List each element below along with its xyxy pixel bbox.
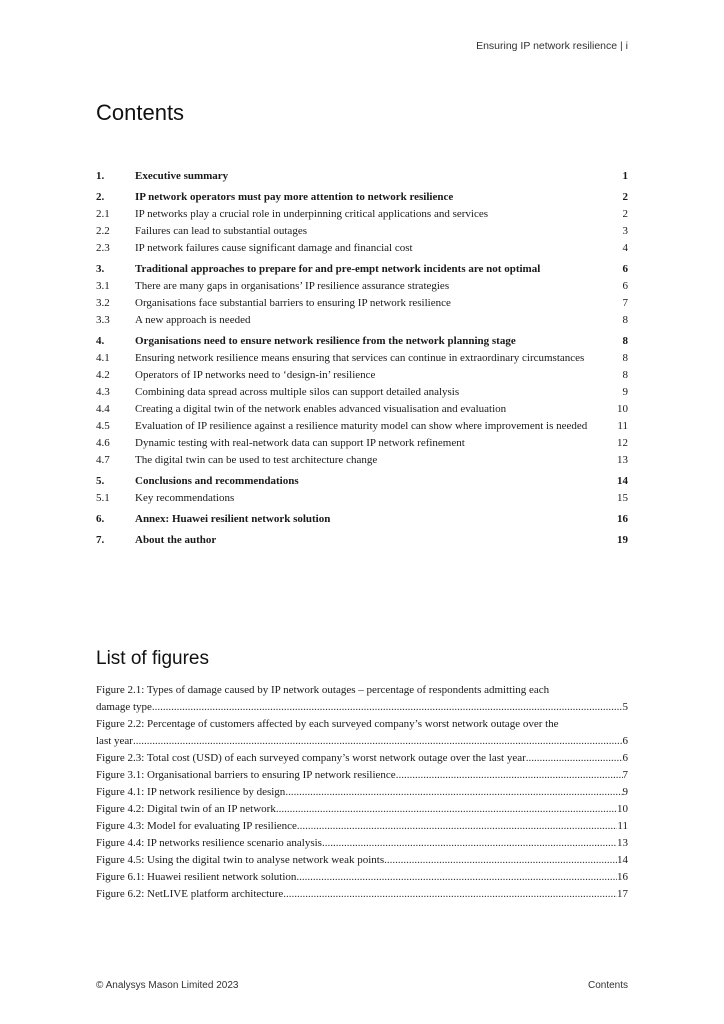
dot-leader xyxy=(526,750,623,767)
dot-leader xyxy=(152,699,623,716)
toc-subentry[interactable] xyxy=(96,384,628,401)
toc-number: 4.5 xyxy=(96,420,110,432)
dot-leader xyxy=(296,869,617,886)
toc-subentry[interactable] xyxy=(96,240,628,257)
toc-page-number: 16 xyxy=(617,513,628,525)
toc-page-number: 8 xyxy=(622,352,628,364)
toc-section xyxy=(96,333,628,469)
toc-entry[interactable] xyxy=(96,168,628,185)
list-of-figures xyxy=(96,682,628,903)
toc-entry[interactable] xyxy=(96,333,628,350)
toc-section xyxy=(96,532,628,549)
figure-page-number: 17 xyxy=(617,888,628,900)
toc-number: 4.4 xyxy=(96,403,110,415)
toc-subentry[interactable] xyxy=(96,367,628,384)
figure-page-number: 6 xyxy=(622,752,628,764)
toc-subentry[interactable] xyxy=(96,295,628,312)
toc-title: The digital twin can be used to test architecture change xyxy=(135,454,378,466)
toc-number: 3.3 xyxy=(96,314,110,326)
footer-copyright: © Analysys Mason Limited 2023 xyxy=(96,980,239,991)
toc-number: 1. xyxy=(96,170,105,182)
toc-title: Conclusions and recommendations xyxy=(135,475,299,487)
dot-leader xyxy=(283,886,617,903)
toc-number: 3.2 xyxy=(96,297,110,309)
toc-section xyxy=(96,168,628,185)
toc-title: Combining data spread across multiple silos can support detailed analysis xyxy=(135,386,460,398)
figure-entry[interactable] xyxy=(96,784,628,801)
figure-entry[interactable] xyxy=(96,801,628,818)
figure-title: Figure 6.1: Huawei resilient network solution xyxy=(96,871,297,883)
toc-subentry[interactable] xyxy=(96,452,628,469)
toc-title: Creating a digital twin of the network enables advanced visualisation and evaluation xyxy=(135,403,507,415)
figure-page-number: 14 xyxy=(617,854,628,866)
toc-page-number: 14 xyxy=(617,475,628,487)
toc-number: 4.3 xyxy=(96,386,110,398)
page-footer xyxy=(96,980,628,991)
dot-leader xyxy=(285,784,622,801)
running-header: Ensuring IP network resilience | i xyxy=(476,40,628,52)
contents-heading: Contents xyxy=(96,100,185,125)
figure-page-number: 13 xyxy=(617,837,628,849)
toc-number: 4.6 xyxy=(96,437,110,449)
dot-leader xyxy=(276,801,617,818)
list-of-figures-heading: List of figures xyxy=(96,648,209,669)
toc-title: Evaluation of IP resilience against a resilience maturity model can show where improvement is needed xyxy=(135,420,588,432)
toc-subentry[interactable] xyxy=(96,350,628,367)
toc-title: Operators of IP networks need to ‘design-in’ resilience xyxy=(135,369,376,381)
toc-page-number: 4 xyxy=(622,242,628,254)
toc-page-number: 13 xyxy=(617,454,628,466)
toc-title: IP networks play a crucial role in underpinning critical applications and services xyxy=(135,208,489,220)
toc-section xyxy=(96,261,628,329)
toc-title: Failures can lead to substantial outages xyxy=(135,225,307,237)
figure-page-number: 9 xyxy=(622,786,628,798)
figure-title: damage type xyxy=(96,701,152,713)
toc-entry[interactable] xyxy=(96,189,628,206)
figure-title: Figure 4.3: Model for evaluating IP resilience xyxy=(96,820,297,832)
toc-number: 2.3 xyxy=(96,242,110,254)
toc-title: Key recommendations xyxy=(135,492,235,504)
figure-page-number: 16 xyxy=(617,871,628,883)
dot-leader xyxy=(396,767,623,784)
figure-title: Figure 2.3: Total cost (USD) of each surveyed company’s worst network outage over the last year xyxy=(96,752,526,764)
figure-entry[interactable] xyxy=(96,818,628,835)
toc-section xyxy=(96,511,628,528)
toc-page-number: 2 xyxy=(622,191,628,203)
toc-number: 4.1 xyxy=(96,352,110,364)
toc-section xyxy=(96,189,628,257)
toc-page-number: 9 xyxy=(622,386,628,398)
toc-page-number: 8 xyxy=(622,335,628,347)
figure-entry[interactable] xyxy=(96,869,628,886)
toc-subentry[interactable] xyxy=(96,278,628,295)
toc-page-number: 6 xyxy=(622,263,628,275)
toc-subentry[interactable] xyxy=(96,490,628,507)
toc-page-number: 1 xyxy=(622,170,628,182)
toc-entry[interactable] xyxy=(96,532,628,549)
figure-page-number: 6 xyxy=(622,735,628,747)
toc-page-number: 8 xyxy=(622,314,628,326)
toc-number: 7. xyxy=(96,534,105,546)
toc-number: 6. xyxy=(96,513,105,525)
toc-title: Ensuring network resilience means ensuring that services can continue in extraordinary circumstances xyxy=(135,352,585,364)
figure-entry[interactable] xyxy=(96,835,628,852)
toc-section xyxy=(96,473,628,507)
dot-leader xyxy=(384,852,617,869)
toc-subentry[interactable] xyxy=(96,435,628,452)
toc-page-number: 2 xyxy=(622,208,628,220)
toc-subentry[interactable] xyxy=(96,223,628,240)
toc-page-number: 10 xyxy=(617,403,628,415)
toc-number: 2.2 xyxy=(96,225,110,237)
figure-page-number: 11 xyxy=(617,820,628,832)
figure-entry[interactable] xyxy=(96,886,628,903)
toc-title: A new approach is needed xyxy=(135,314,251,326)
toc-number: 4. xyxy=(96,335,105,347)
figure-entry[interactable] xyxy=(96,750,628,767)
toc-page-number: 12 xyxy=(617,437,628,449)
figure-title-line: Figure 2.2: Percentage of customers affected by each surveyed company’s worst network outage over the xyxy=(96,718,559,730)
figure-title: Figure 4.2: Digital twin of an IP network xyxy=(96,803,276,815)
toc-title: Organisations face substantial barriers to ensuring IP network resilience xyxy=(135,297,451,309)
figure-title: Figure 3.1: Organisational barriers to ensuring IP network resilience xyxy=(96,769,396,781)
toc-number: 4.7 xyxy=(96,454,110,466)
toc-subentry[interactable] xyxy=(96,401,628,418)
toc-page-number: 6 xyxy=(622,280,628,292)
figure-entry[interactable] xyxy=(96,767,628,784)
toc-title: Annex: Huawei resilient network solution xyxy=(135,513,331,525)
figure-title: Figure 6.2: NetLIVE platform architecture xyxy=(96,888,284,900)
toc-title: There are many gaps in organisations’ IP resilience assurance strategies xyxy=(135,280,450,292)
toc-entry[interactable] xyxy=(96,511,628,528)
dot-leader xyxy=(322,835,617,852)
toc-subentry[interactable] xyxy=(96,206,628,223)
dot-leader xyxy=(297,818,618,835)
figure-title: Figure 4.1: IP network resilience by design xyxy=(96,786,286,798)
toc-number: 5.1 xyxy=(96,492,110,504)
toc-subentry[interactable] xyxy=(96,418,628,435)
figure-page-number: 5 xyxy=(622,701,628,713)
figure-title: last year xyxy=(96,735,133,747)
toc-number: 5. xyxy=(96,475,105,487)
toc-number: 4.2 xyxy=(96,369,110,381)
figure-page-number: 7 xyxy=(622,769,628,781)
toc-subentry[interactable] xyxy=(96,312,628,329)
toc-title: About the author xyxy=(135,534,217,546)
toc-page-number: 7 xyxy=(622,297,628,309)
toc-number: 3. xyxy=(96,263,105,275)
toc-page-number: 19 xyxy=(617,534,628,546)
figure-title: Figure 4.4: IP networks resilience scenario analysis xyxy=(96,837,322,849)
toc-title: Executive summary xyxy=(135,170,229,182)
dot-leader xyxy=(133,733,623,750)
toc-number: 2.1 xyxy=(96,208,110,220)
toc-entry[interactable] xyxy=(96,473,628,490)
toc-title: IP network failures cause significant damage and financial cost xyxy=(135,242,413,254)
figure-entry[interactable] xyxy=(96,682,628,716)
toc-page-number: 3 xyxy=(622,225,628,237)
figure-title: Figure 4.5: Using the digital twin to analyse network weak points xyxy=(96,854,385,866)
figure-page-number: 10 xyxy=(617,803,628,815)
toc-title: Organisations need to ensure network resilience from the network planning stage xyxy=(135,335,516,347)
figure-entry[interactable] xyxy=(96,716,628,750)
table-of-contents xyxy=(96,168,628,553)
toc-title: IP network operators must pay more attention to network resilience xyxy=(135,191,454,203)
toc-entry[interactable] xyxy=(96,261,628,278)
figure-title-line: Figure 2.1: Types of damage caused by IP network outages – percentage of respondents admitting each xyxy=(96,684,550,696)
toc-title: Traditional approaches to prepare for and pre-empt network incidents are not optimal xyxy=(135,263,541,275)
figure-entry[interactable] xyxy=(96,852,628,869)
toc-page-number: 11 xyxy=(617,420,628,432)
toc-title: Dynamic testing with real-network data can support IP network refinement xyxy=(135,437,465,449)
toc-number: 2. xyxy=(96,191,105,203)
toc-number: 3.1 xyxy=(96,280,110,292)
toc-page-number: 15 xyxy=(617,492,628,504)
footer-section: Contents xyxy=(587,980,628,991)
toc-page-number: 8 xyxy=(622,369,628,381)
